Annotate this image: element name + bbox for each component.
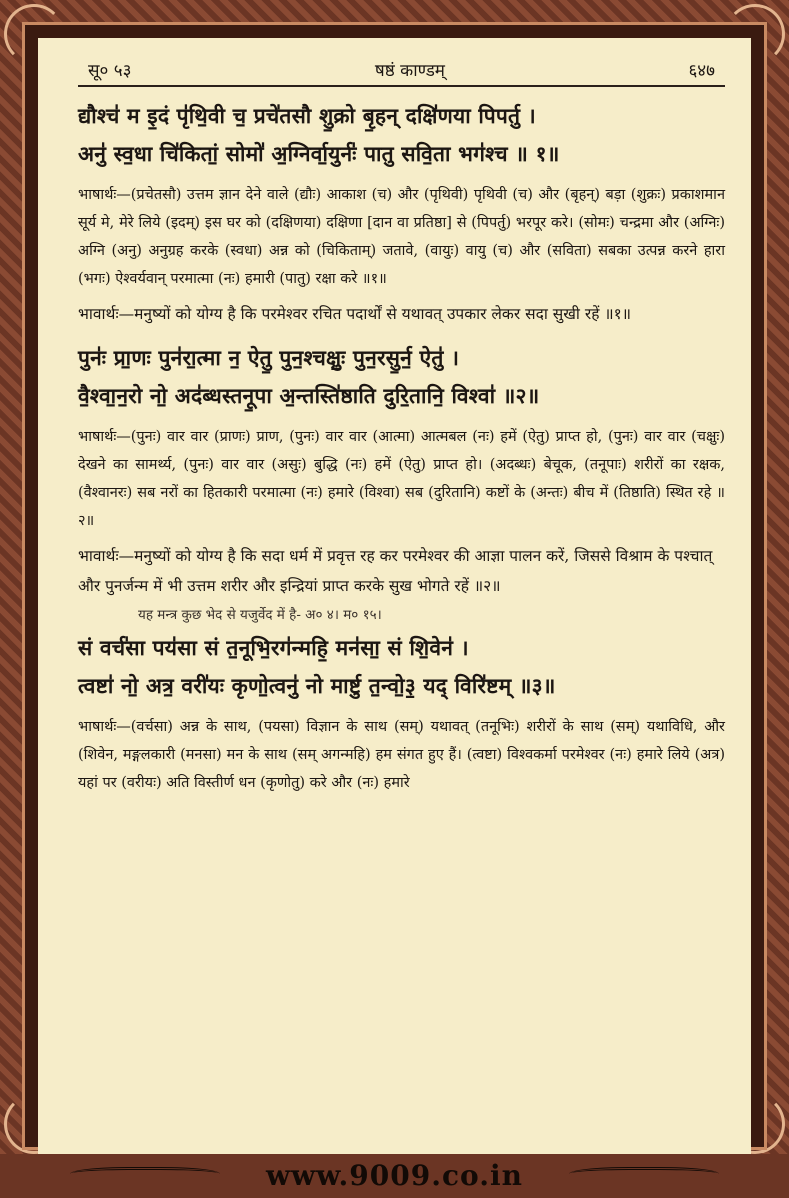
header-rule	[78, 85, 725, 87]
meaning-2: भाषार्थः—(पुनः) वार वार (प्राणः) प्राण, (पुनः) वार वार (आत्मा) आत्मबल (नः) हमें (ऐतु) प्राप्त हो, (पुनः) वार वार (चक्षुः) देखने का सामर्थ्य, (पुनः) वार वार (असुः) बुद्धि (नः) हमें (ऐतु) प्राप्त हो। (अदब्धः) बेचूक, (तनूपाः) शरीरों का रक्षक, (वैश्वानरः) सब नरों का हितकारी परमात्मा (नः) हमारे (विश्वा) सब (दुरितानि) कष्टों के (अन्तः) बीच में (तिष्ठाति) स्थित रहे ॥२॥	[78, 429, 725, 529]
meaning-1: भाषार्थः—(प्रचेतसौ) उत्तम ज्ञान देने वाले (द्यौः) आकाश (च) और (पृथिवी) पृथिवी (च) और (बृहन्) बड़ा (शुक्रः) प्रकाशमान सूर्य मे, मेरे लिये (इदम्) इस घर को (दक्षिणया) दक्षिणा [दान वा प्रतिष्ठा] से (पिपर्तु) भरपूर करे। (सोमः) चन्द्रमा और (अग्निः) अग्नि (अनु) अनुग्रह करके (स्वधा) अन्न को (चिकिताम्) जतावे, (वायुः) वायु (च) और (सविता) सबका उत्पन्न करने हारा (भगः) ऐश्वर्यवान् परमात्मा (नः) हमारी (पातु) रक्षा करे ॥१॥	[78, 187, 725, 287]
verse-2-line-2: वै॒श्वा॒न॒रो नो॒ अद॑ब्धस्तनू॒पा अ॒न्तस्ति॑ष्ठाति दुरि॒तानि॒ विश्वा॑ ॥२॥	[78, 383, 540, 408]
bhavartha-2: भावार्थः—मनुष्यों को योग्य है कि सदा धर्म में प्रवृत्त रह कर परमेश्वर की आज्ञा पालन करें, जिससे विश्राम के पश्चात् और पुनर्जन्म में भी उत्तम शरीर और इन्द्रियां प्राप्त करके सुख भोगते रहें ॥२॥	[78, 547, 713, 595]
footer-bar	[0, 1154, 789, 1198]
website-link[interactable]: www.9009.co.in	[266, 1159, 523, 1192]
page-number: ६४७	[688, 61, 715, 81]
page-header	[78, 52, 725, 85]
verse-3-line-2: त्वष्टा॑ नो॒ अत्र॒ वरी॑यः कृणो॒त्वनु॑ नो मार्ष्टु त॒न्वो॒३॒ यद् विरि॑ष्टम् ॥३॥	[78, 673, 556, 698]
book-page	[38, 38, 751, 1162]
verse-3-line-1: सं वर्च॑सा पय॑सा सं त॒नूभि॒रग॑न्महि॒ मन॑सा॒ सं शि॒वेन॑ ।	[78, 635, 469, 660]
kanda-title: षष्ठं काण्डम्	[374, 61, 445, 81]
meaning-3: भाषार्थः—(वर्चसा) अन्न के साथ, (पयसा) विज्ञान के साथ (सम्) यथावत् (तनूभिः) शरीरों के साथ (सम्) यथाविधि, और (शिवेन, मङ्गलकारी (मनसा) मन के साथ (सम् अगन्महि) हम संगत हुए हैं। (त्वष्टा) विश्वकर्मा परमेश्वर (नः) हमारे लिये (अत्र) यहां पर (वरीयः) अति विस्तीर्ण धन (कृणोतु) करे और (नः) हमारे	[78, 719, 725, 791]
verse-2-line-1: पुनः॑ प्रा॒णः पुन॑रा॒त्मा न॒ ऐतु॒ पुन॒श्चक्षुः॒ पुन॒रसु॒र्न॒ ऐतु॑ ।	[78, 345, 460, 370]
sukta-number: सू० ५३	[88, 61, 132, 81]
verse-1-line-1: द्यौश्च॑ म इ॒दं पृ॑थि॒वी च॒ प्रचे॑तसौ शु॒क्रो बृ॒हन् दक्षि॑णया पिपर्तु ।	[78, 103, 536, 128]
yajurveda-note: यह मन्त्र कुछ भेद से यजुर्वेद में है- अ० ४। म० १५।	[138, 607, 382, 623]
bhavartha-1: भावार्थः—मनुष्यों को योग्य है कि परमेश्वर रचित पदार्थों से यथावत् उपकार लेकर सदा सुखी रहें ॥१॥	[78, 305, 631, 323]
verse-1-line-2: अनु॑ स्व॒धा चि॑कितां॒ सोमो॑ अ॒ग्निर्वा॒युर्नः॑ पातु सवि॒ता भग॑श्च ॥ १॥	[78, 141, 560, 166]
